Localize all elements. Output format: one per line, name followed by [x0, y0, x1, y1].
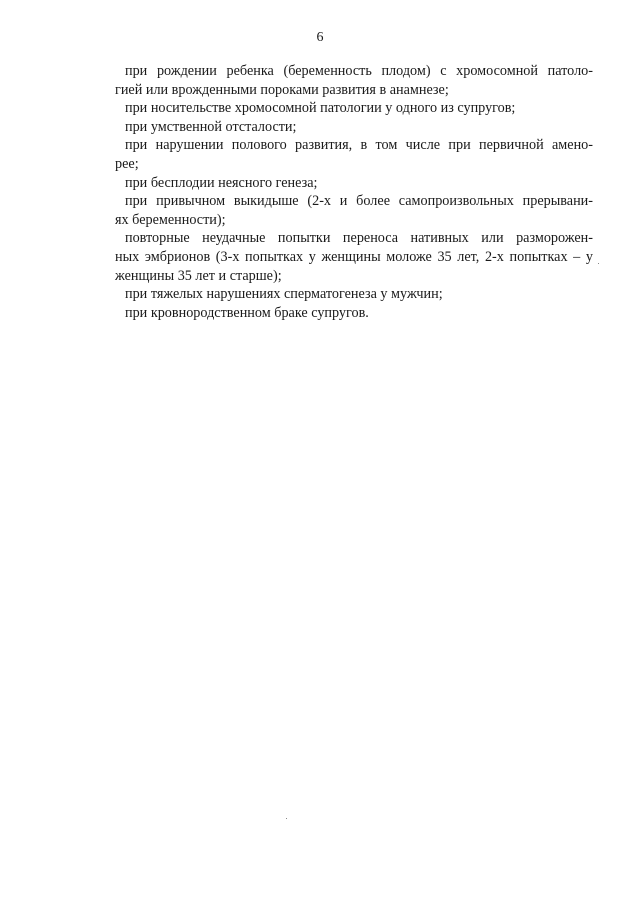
text-line: ных эмбрионов (3-х попытках у женщины моложе 35 лет, 2-х попытках – у [115, 248, 593, 265]
text-line: ях беременности); [115, 211, 226, 228]
text-line: при бесплодии неясного генеза; [125, 174, 318, 191]
text-line: рее; [115, 155, 139, 172]
page-number: 6 [316, 30, 324, 45]
text-line: при нарушении полового развития, в том числе при первичной амено- [125, 137, 593, 154]
text-line: при тяжелых нарушениях сперматогенеза у мужчин; [125, 286, 443, 303]
text-line: при умственной отсталости; [125, 118, 297, 135]
text-line: при кровнородственном браке супругов. [125, 304, 369, 321]
scan-speck [286, 818, 287, 819]
text-line: при привычном выкидыше (2-х и более самопроизвольных прерывани- [125, 193, 593, 210]
scan-speck [598, 263, 599, 264]
text-line: при рождении ребенка (беременность плодом) с хромосомной патоло- [125, 63, 593, 79]
text-line: при носительстве хромосомной патологии у одного из супругов; [125, 100, 516, 117]
text-line: гией или врожденными пороками развития в анамнезе; [115, 81, 449, 98]
body-text [115, 62, 593, 322]
text-line: повторные неудачные попытки переноса нативных или разморожен- [125, 230, 593, 247]
text-line: женщины 35 лет и старше); [115, 267, 282, 284]
